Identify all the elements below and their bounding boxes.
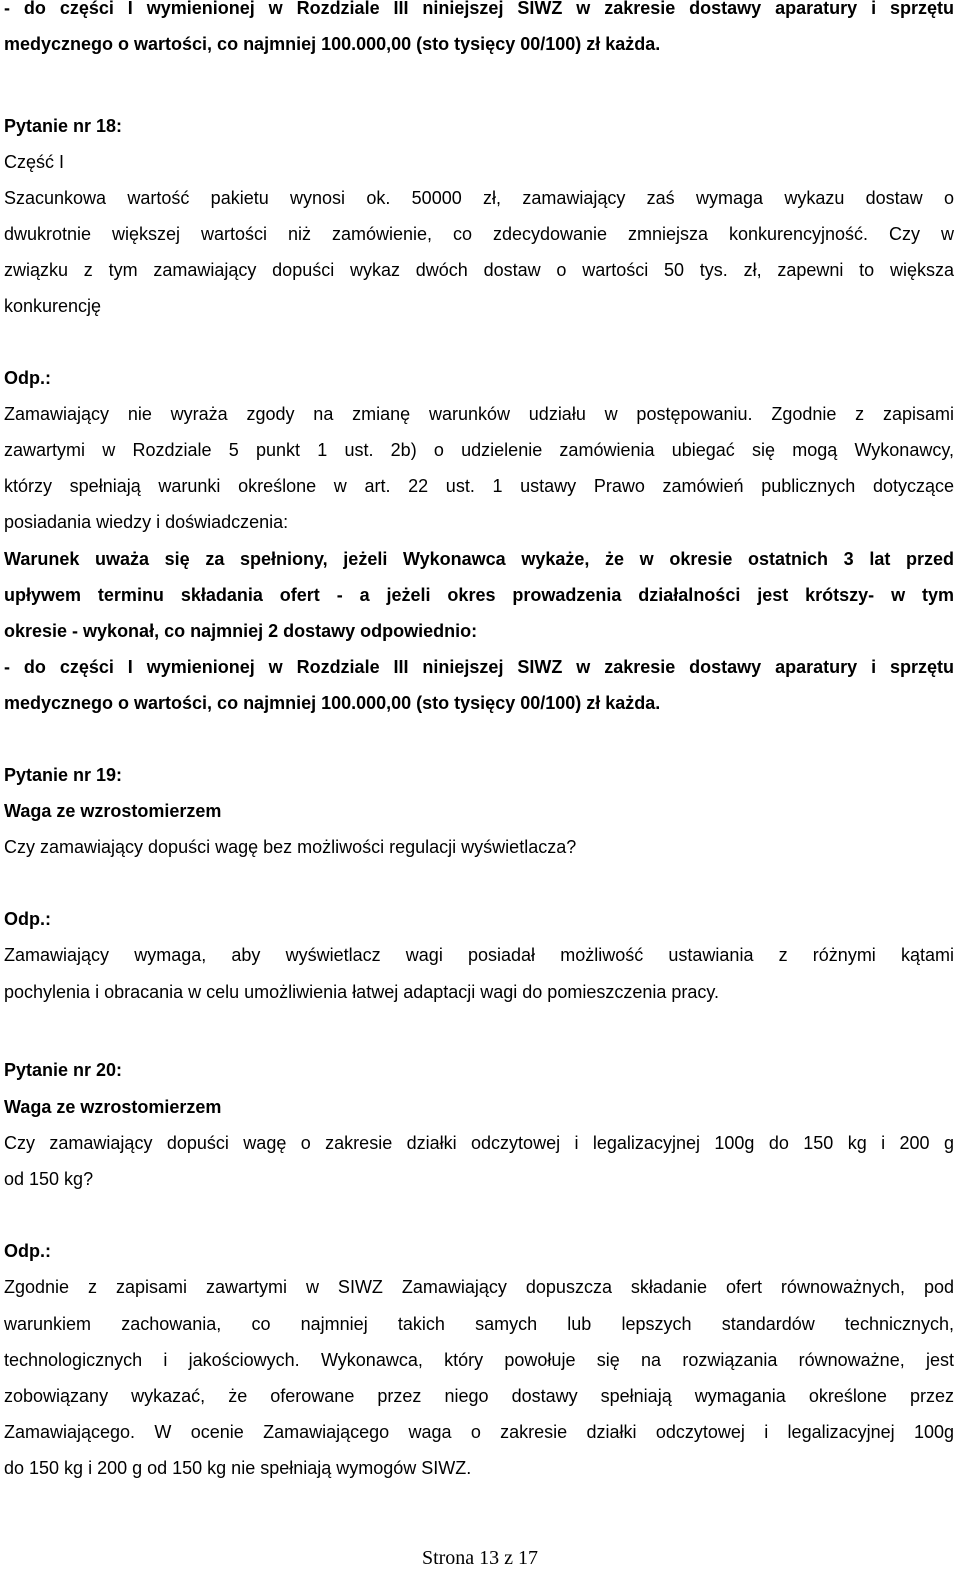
text-line: związku z tym zamawiający dopuści wykaz dwóch dostaw o wartości 50 tys. zł, zapewni to większa: [4, 260, 954, 280]
text-line: do 150 kg i 200 g od 150 kg nie spełniają wymogów SIWZ.: [4, 1458, 472, 1478]
text-line: Szacunkowa wartość pakietu wynosi ok. 50000 zł, zamawiający zaś wymaga wykazu dostaw o: [4, 188, 954, 208]
text-line: posiadania wiedzy i doświadczenia:: [4, 512, 289, 532]
text-line: Zamawiający wymaga, aby wyświetlacz wagi posiadał możliwość ustawiania z różnymi kątami: [4, 945, 954, 965]
text-line: medycznego o wartości, co najmniej 100.000,00 (sto tysięcy 00/100) zł każda.: [4, 693, 661, 713]
text-line: dwukrotnie większej wartości niż zamówienie, co zdecydowanie zmniejsza konkurencyjność. Czy w: [4, 224, 954, 244]
question-heading: Pytanie nr 19:: [4, 765, 123, 785]
text-line: technologicznych i jakościowych. Wykonawca, który powołuje się na rozwiązania równoważne, jest: [4, 1350, 954, 1370]
answer-heading: Odp.:: [4, 368, 51, 388]
text-line: zawartymi w Rozdziale 5 punkt 1 ust. 2b) o udzielenie zamówienia ubiegać się mogą Wykonawcy,: [4, 440, 954, 460]
text-line: od 150 kg?: [4, 1169, 94, 1189]
text-line: pochylenia i obracania w celu umożliwienia łatwej adaptacji wagi do pomieszczenia pracy.: [4, 982, 720, 1002]
answer-heading: Odp.:: [4, 1241, 51, 1261]
text-line: Czy zamawiający dopuści wagę o zakresie działki odczytowej i legalizacyjnej 100g do 150 kg i 200 g: [4, 1133, 954, 1153]
text-line: Część I: [4, 152, 65, 172]
text-line: warunkiem zachowania, co najmniej takich samych lub lepszych standardów technicznych,: [4, 1314, 954, 1334]
text-line: Czy zamawiający dopuści wagę bez możliwości regulacji wyświetlacza?: [4, 837, 577, 857]
text-line: - do części I wymienionej w Rozdziale III niniejszej SIWZ w zakresie dostawy aparatury i sprzętu: [4, 657, 954, 677]
text-line: Warunek uważa się za spełniony, jeżeli Wykonawca wykaże, że w okresie ostatnich 3 lat przed: [4, 549, 954, 569]
text-line: Zamawiający nie wyraża zgody na zmianę warunków udziału w postępowaniu. Zgodnie z zapisami: [4, 404, 954, 424]
text-line: - do części I wymienionej w Rozdziale III niniejszej SIWZ w zakresie dostawy aparatury i sprzętu: [4, 0, 954, 18]
question-heading: Pytanie nr 20:: [4, 1060, 123, 1080]
text-line: medycznego o wartości, co najmniej 100.000,00 (sto tysięcy 00/100) zł każda.: [4, 34, 661, 54]
text-line: Waga ze wzrostomierzem: [4, 801, 222, 821]
answer-heading: Odp.:: [4, 909, 51, 929]
text-line: Zgodnie z zapisami zawartymi w SIWZ Zamawiający dopuszcza składanie ofert równoważnych, pod: [4, 1277, 954, 1297]
text-line: konkurencję: [4, 296, 102, 316]
text-line: którzy spełniają warunki określone w art. 22 ust. 1 ustawy Prawo zamówień publicznych dotyczące: [4, 476, 954, 496]
text-line: okresie - wykonał, co najmniej 2 dostawy odpowiednio:: [4, 621, 478, 641]
page-number: Strona 13 z 17: [421, 1547, 539, 1569]
text-line: upływem terminu składania ofert - a jeżeli okres prowadzenia działalności jest krótszy- w tym: [4, 585, 954, 605]
text-line: Waga ze wzrostomierzem: [4, 1097, 222, 1117]
text-line: Zamawiającego. W ocenie Zamawiającego waga o zakresie działki odczytowej i legalizacyjnej 100g: [4, 1422, 954, 1442]
question-heading: Pytanie nr 18:: [4, 116, 123, 136]
text-line: zobowiązany wykazać, że oferowane przez niego dostawy spełniają wymagania określone przez: [4, 1386, 954, 1406]
